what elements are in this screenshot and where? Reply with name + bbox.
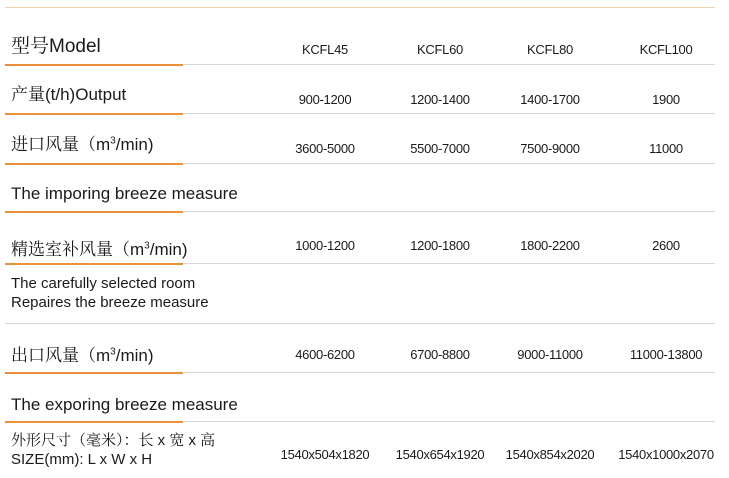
output-value: 900-1200 <box>298 92 352 107</box>
model-header-label: 型号Model <box>11 36 101 57</box>
outlet-air-value: 6700-8800 <box>410 347 470 362</box>
imporing-breeze-label: The imporing breeze measure <box>11 184 238 203</box>
size-label <box>11 431 215 469</box>
intake-air-value: 11000 <box>649 141 683 156</box>
outlet-air-label: 出口风量$(m^3/\min)$ <box>11 346 154 365</box>
imporing-divider <box>183 211 715 212</box>
outlet-air-divider <box>183 372 715 373</box>
selected-room-line2: Repaires the breeze measure <box>11 294 209 311</box>
room-supplement-accent-line <box>5 263 183 265</box>
size-value: 1540x504x1820 <box>280 447 370 462</box>
size-value: 1540x1000x2070 <box>618 447 714 462</box>
output-label: 产量(t/h)Output <box>11 85 127 104</box>
output-value: 1200-1400 <box>410 92 470 107</box>
output-accent-line <box>5 113 183 115</box>
room-supplement-label: 精选室补风量$(m^3/\min)$ <box>11 240 188 259</box>
size-value: 1540x654x1920 <box>395 447 485 462</box>
selected-room-label <box>11 274 209 312</box>
model-kcfl45: KCFL45 <box>302 42 348 57</box>
header-accent-line <box>5 64 183 66</box>
model-kcfl60: KCFL60 <box>417 42 463 57</box>
size-value: 1540x854x2020 <box>505 447 595 462</box>
output-value: 1400-1700 <box>520 92 580 107</box>
outlet-air-value: 4600-6200 <box>295 347 355 362</box>
intake-air-label: 进口风量$(m^3/\min)$ <box>11 135 154 154</box>
outlet-air-accent-line <box>5 372 183 374</box>
model-kcfl100: KCFL100 <box>639 42 693 57</box>
room-supplement-value: 1800-2200 <box>520 238 580 253</box>
size-label-cn: 外形尺寸（毫米）：长 x 宽 x 高 <box>11 432 216 449</box>
intake-air-accent-line <box>5 163 183 165</box>
imporing-accent-line <box>5 211 183 213</box>
exporing-accent-line <box>5 421 183 423</box>
intake-air-value: 7500-9000 <box>520 141 580 156</box>
intake-air-value: 3600-5000 <box>295 141 355 156</box>
room-supplement-divider <box>183 263 715 264</box>
intake-air-value: 5500-7000 <box>410 141 470 156</box>
intake-air-divider <box>183 163 715 164</box>
output-value: 1900 <box>652 92 680 107</box>
output-divider <box>183 113 715 114</box>
exporing-breeze-label: The exporing breeze measure <box>11 395 238 414</box>
exporing-divider <box>183 421 715 422</box>
selected-room-divider <box>5 323 715 324</box>
room-supplement-value: 1200-1800 <box>410 238 470 253</box>
outlet-air-value: 11000-13800 <box>629 347 703 362</box>
model-kcfl80: KCFL80 <box>527 42 573 57</box>
size-label-en: SIZE(mm): L x W x H <box>11 451 153 468</box>
top-divider <box>5 7 715 8</box>
outlet-air-value: 9000-11000 <box>517 347 583 362</box>
room-supplement-value: 2600 <box>652 238 680 253</box>
header-divider <box>183 64 715 65</box>
selected-room-line1: The carefully selected room <box>11 275 196 292</box>
room-supplement-value: 1000-1200 <box>295 238 355 253</box>
